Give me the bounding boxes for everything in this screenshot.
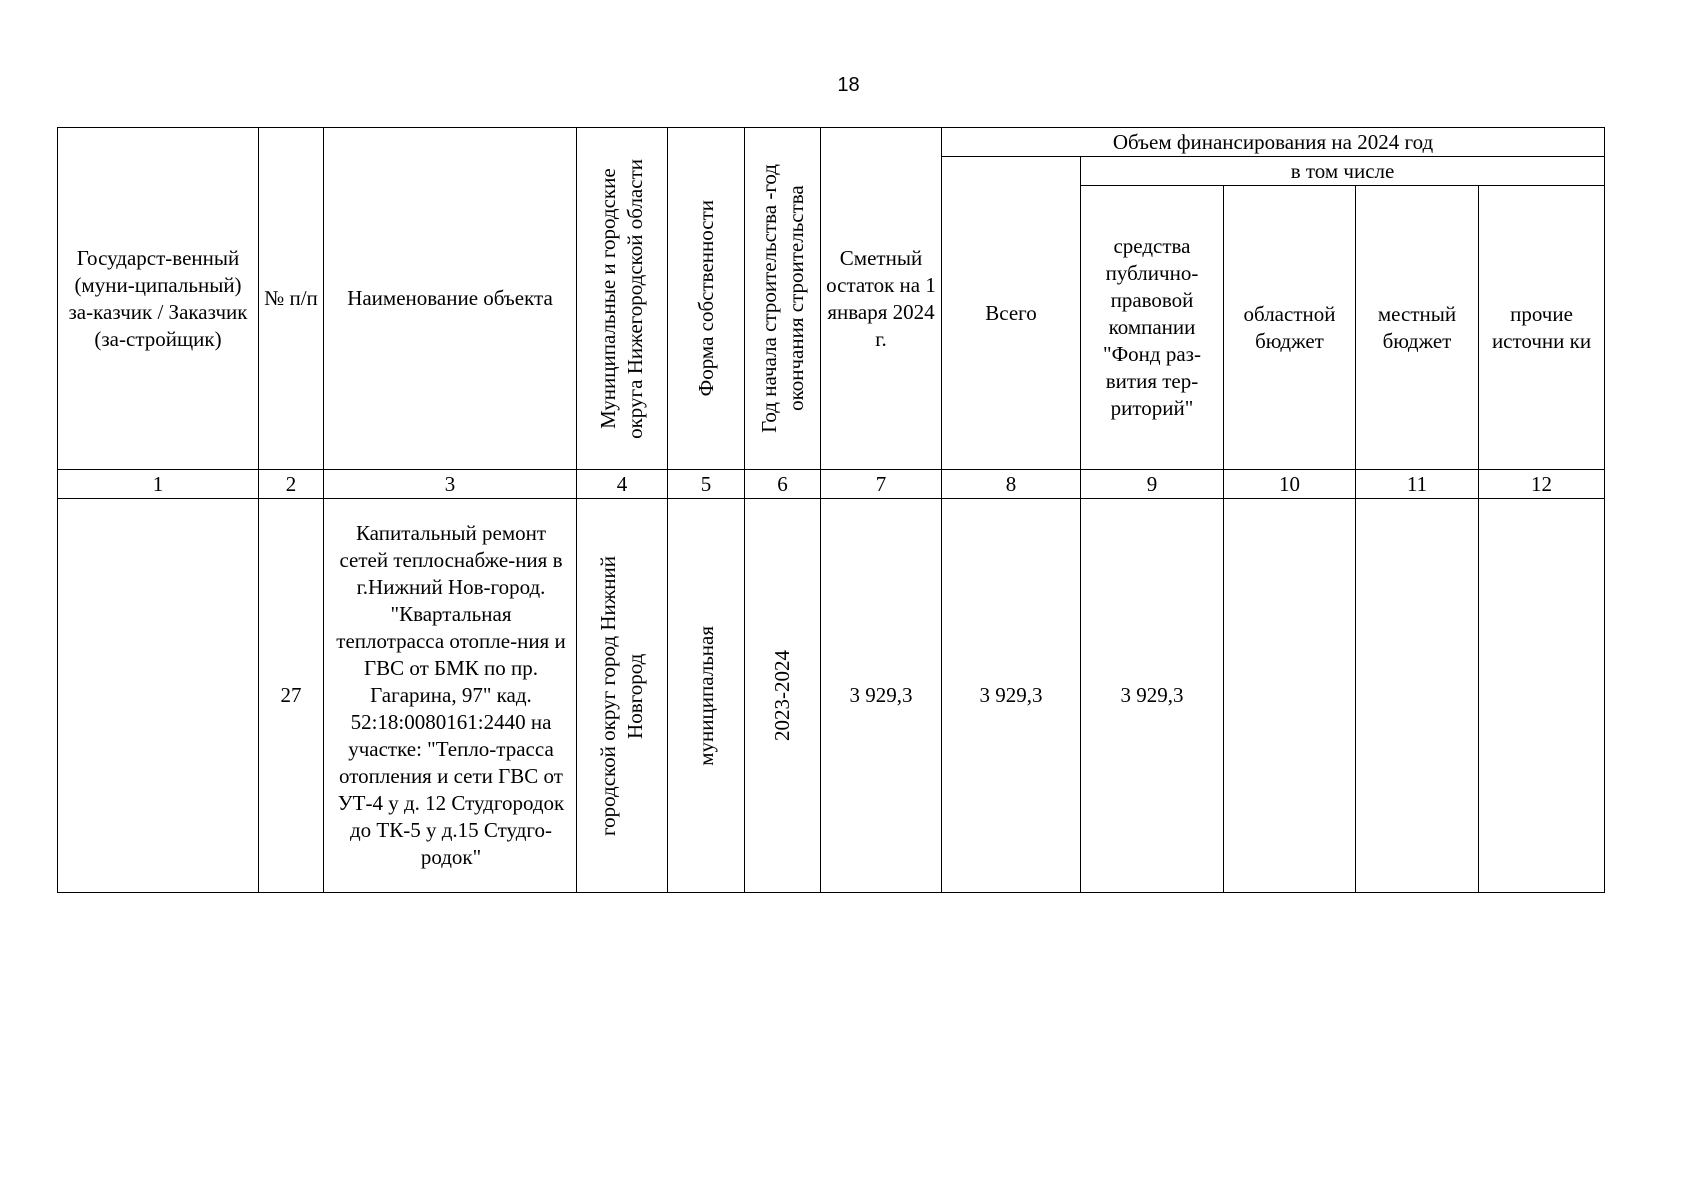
header-num: № п/п (259, 128, 324, 470)
table-row (58, 499, 1605, 893)
header-total: Всего (942, 157, 1081, 470)
header-local: местный бюджет (1356, 186, 1479, 470)
column-number: 11 (1356, 470, 1479, 499)
cell-num: 27 (259, 499, 324, 893)
header-funding-group: Объем финансирования на 2024 год (942, 128, 1605, 157)
cell-fund: 3 929,3 (1081, 499, 1224, 893)
column-number: 4 (577, 470, 668, 499)
cell-municipality-text: городской округ город Нижний Новгород (596, 555, 647, 836)
column-number: 8 (942, 470, 1081, 499)
cell-customer (58, 499, 259, 893)
cell-municipality (577, 499, 668, 893)
column-number: 3 (324, 470, 577, 499)
cell-regional (1224, 499, 1356, 893)
cell-estimate: 3 929,3 (821, 499, 942, 893)
column-number: 1 (58, 470, 259, 499)
cell-other (1479, 499, 1605, 893)
column-number: 7 (821, 470, 942, 499)
column-number-row (58, 470, 1605, 499)
header-including: в том числе (1081, 157, 1605, 186)
column-number: 9 (1081, 470, 1224, 499)
header-years-text: Год начала строительства -год окончания строительства (756, 164, 808, 433)
header-regional: областной бюджет (1224, 186, 1356, 470)
column-number: 12 (1479, 470, 1605, 499)
header-object-name: Наименование объекта (324, 128, 577, 470)
header-years (745, 128, 821, 470)
header-municipality-text: Муниципальные и городские округа Нижегородской области (596, 158, 647, 439)
cell-local (1356, 499, 1479, 893)
header-other: прочие источни ки (1479, 186, 1605, 470)
cell-object-name: Капитальный ремонт сетей теплоснабже-ния в г.Нижний Нов-город. "Квартальная теплотрасса отопле-ния и ГВС от БМК по пр. Гагарина, 97" кад. 52:18:0080161:2440 на участке: "Тепло-трасса отопления и сети ГВС от УТ-4 у д. 12 Студгородок до ТК-5 у д.15 Студго-родок" (324, 499, 577, 893)
cell-ownership (668, 499, 745, 893)
header-ownership (668, 128, 745, 470)
header-municipality (577, 128, 668, 470)
funding-table (57, 127, 1605, 893)
cell-ownership-text: муниципальная (693, 625, 718, 766)
column-number: 5 (668, 470, 745, 499)
header-estimate: Сметный остаток на 1 января 2024 г. (821, 128, 942, 470)
header-customer: Государст-венный (муни-ципальный) за-казчик / Заказчик (за-стройщик) (58, 128, 259, 470)
cell-years-text: 2023-2024 (770, 650, 794, 741)
column-number: 2 (259, 470, 324, 499)
header-fund: средства публично-правовой компании "Фонд раз-вития тер-риторий" (1081, 186, 1224, 470)
cell-total: 3 929,3 (942, 499, 1081, 893)
column-number: 10 (1224, 470, 1356, 499)
column-number: 6 (745, 470, 821, 499)
page-number: 18 (837, 74, 860, 96)
cell-years (745, 499, 821, 893)
header-ownership-text: Форма собственности (693, 200, 718, 397)
